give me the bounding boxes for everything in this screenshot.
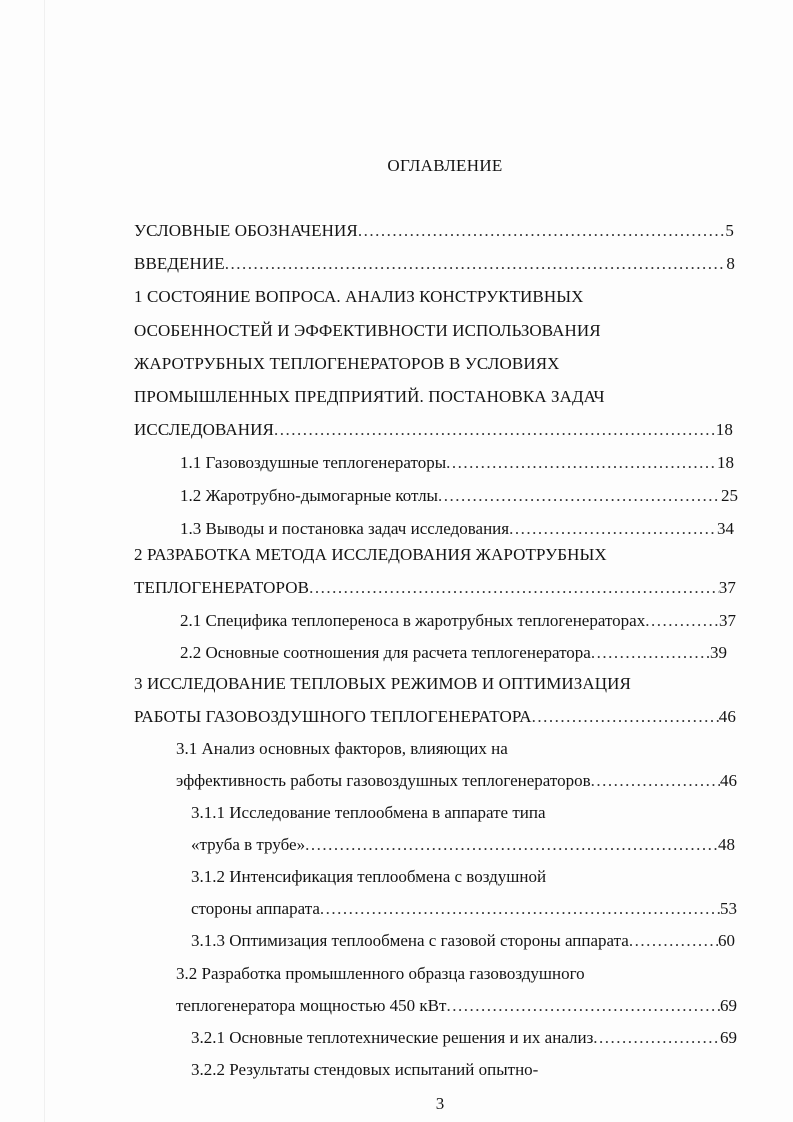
toc-entry-symbols[interactable]: [134, 219, 734, 243]
toc-entry-page: 37: [718, 578, 736, 597]
toc-entry-text: 2.1 Специфика теплопереноса в жаротрубных теплогенераторах: [180, 611, 646, 630]
toc-entry-page: 69: [720, 996, 737, 1015]
toc-entry-3-1-3[interactable]: [191, 929, 735, 953]
toc-entry-page: 39: [710, 643, 727, 662]
toc-entry-3-1-2[interactable]: [191, 897, 737, 921]
dot-leader: [591, 769, 720, 793]
toc-entry-2-2[interactable]: [180, 641, 727, 665]
dot-leader: [446, 451, 717, 475]
toc-entry-3-2-1[interactable]: [191, 1026, 737, 1050]
toc-entry-text: «труба в трубе»: [191, 835, 306, 854]
toc-entry-text: 1.3 Выводы и постановка задач исследования: [180, 519, 510, 538]
dot-leader: [309, 576, 719, 600]
dot-leader: [305, 833, 718, 857]
toc-section-3-1-1-line[interactable]: 3.1.1 Исследование теплообмена в аппарате типа: [191, 803, 546, 822]
toc-entry-chapter-1[interactable]: [134, 418, 733, 442]
toc-entry-text: 1.2 Жаротрубно-дымогарные котлы: [180, 486, 438, 505]
toc-chapter-1-line[interactable]: ЖАРОТРУБНЫХ ТЕПЛОГЕНЕРАТОРОВ В УСЛОВИЯХ: [134, 354, 560, 373]
toc-chapter-1-line[interactable]: ОСОБЕННОСТЕЙ И ЭФФЕКТИВНОСТИ ИСПОЛЬЗОВАНИЯ: [134, 321, 601, 340]
toc-entry-chapter-3[interactable]: [134, 705, 736, 729]
dot-leader: [438, 484, 721, 508]
dot-leader: [593, 1026, 720, 1050]
toc-section-3-1-line[interactable]: 3.1 Анализ основных факторов, влияющих на: [176, 739, 508, 758]
dot-leader: [320, 897, 720, 921]
toc-entry-text: ТЕПЛОГЕНЕРАТОРОВ: [134, 578, 310, 597]
toc-entry-text: 1.1 Газовоздушные теплогенераторы: [180, 453, 447, 472]
toc-entry-text: эффективность работы газовоздушных теплогенераторов: [176, 771, 591, 790]
dot-leader: [509, 517, 717, 541]
toc-chapter-1-line[interactable]: ПРОМЫШЛЕННЫХ ПРЕДПРИЯТИЙ. ПОСТАНОВКА ЗАДАЧ: [134, 387, 605, 406]
dot-leader: [532, 705, 719, 729]
toc-entry-text: стороны аппарата: [191, 899, 320, 918]
toc-section-3-1-2-line[interactable]: 3.1.2 Интенсификация теплообмена с воздушной: [191, 867, 547, 886]
toc-entry-1-2[interactable]: [180, 484, 738, 508]
dot-leader: [225, 252, 727, 276]
toc-entry-page: 69: [720, 1028, 737, 1047]
toc-entry-text: ИССЛЕДОВАНИЯ: [134, 420, 274, 439]
toc-title: ОГЛАВЛЕНИЕ: [387, 156, 503, 175]
toc-entry-text: РАБОТЫ ГАЗОВОЗДУШНОГО ТЕПЛОГЕНЕРАТОРА: [134, 707, 532, 726]
toc-entry-page: 5: [725, 221, 734, 240]
toc-entry-page: 34: [717, 519, 734, 538]
toc-chapter-2-line[interactable]: 2 РАЗРАБОТКА МЕТОДА ИССЛЕДОВАНИЯ ЖАРОТРУБНЫХ: [134, 545, 607, 564]
toc-entry-page: 18: [715, 420, 733, 439]
toc-entry-3-1-1[interactable]: [191, 833, 735, 857]
toc-entry-page: 60: [718, 931, 735, 950]
toc-entry-text: ВВЕДЕНИЕ: [134, 254, 225, 273]
page-number: 3: [435, 1094, 445, 1113]
toc-entry-text: 3.2.1 Основные теплотехнические решения и их анализ: [191, 1028, 594, 1047]
dot-leader: [645, 609, 719, 633]
dot-leader: [274, 418, 716, 442]
toc-entry-1-1[interactable]: [180, 451, 734, 475]
toc-section-3-2-line[interactable]: 3.2 Разработка промышленного образца газовоздушного: [176, 964, 585, 983]
toc-entry-page: 18: [717, 453, 734, 472]
toc-entry-text: 2.2 Основные соотношения для расчета теплогенератора: [180, 643, 591, 662]
dot-leader: [629, 929, 718, 953]
toc-entry-page: 46: [720, 771, 737, 790]
toc-entry-page: 53: [720, 899, 737, 918]
toc-entry-chapter-2[interactable]: [134, 576, 736, 600]
dot-leader: [358, 219, 726, 243]
toc-entry-page: 25: [721, 486, 738, 505]
toc-entry-text: теплогенератора мощностью 450 кВт: [176, 996, 447, 1015]
toc-chapter-3-line[interactable]: 3 ИССЛЕДОВАНИЕ ТЕПЛОВЫХ РЕЖИМОВ И ОПТИМИЗАЦИЯ: [134, 674, 631, 693]
toc-entry-text: УСЛОВНЫЕ ОБОЗНАЧЕНИЯ: [134, 221, 358, 240]
toc-section-3-2-2-line[interactable]: 3.2.2 Результаты стендовых испытаний опытно-: [191, 1060, 539, 1079]
toc-entry-page: 48: [718, 835, 735, 854]
toc-entry-introduction[interactable]: [134, 252, 735, 276]
toc-entry-page: 8: [726, 254, 735, 273]
dot-leader: [591, 641, 710, 665]
toc-chapter-1-line[interactable]: 1 СОСТОЯНИЕ ВОПРОСА. АНАЛИЗ КОНСТРУКТИВНЫХ: [134, 287, 584, 306]
toc-entry-2-1[interactable]: [180, 609, 736, 633]
toc-entry-page: 46: [718, 707, 736, 726]
toc-entry-page: 37: [719, 611, 736, 630]
toc-entry-3-2[interactable]: [176, 994, 737, 1018]
toc-entry-1-3[interactable]: [180, 517, 734, 541]
toc-entry-text: 3.1.3 Оптимизация теплообмена с газовой стороны аппарата: [191, 931, 629, 950]
toc-entry-3-1[interactable]: [176, 769, 737, 793]
dot-leader: [446, 994, 720, 1018]
